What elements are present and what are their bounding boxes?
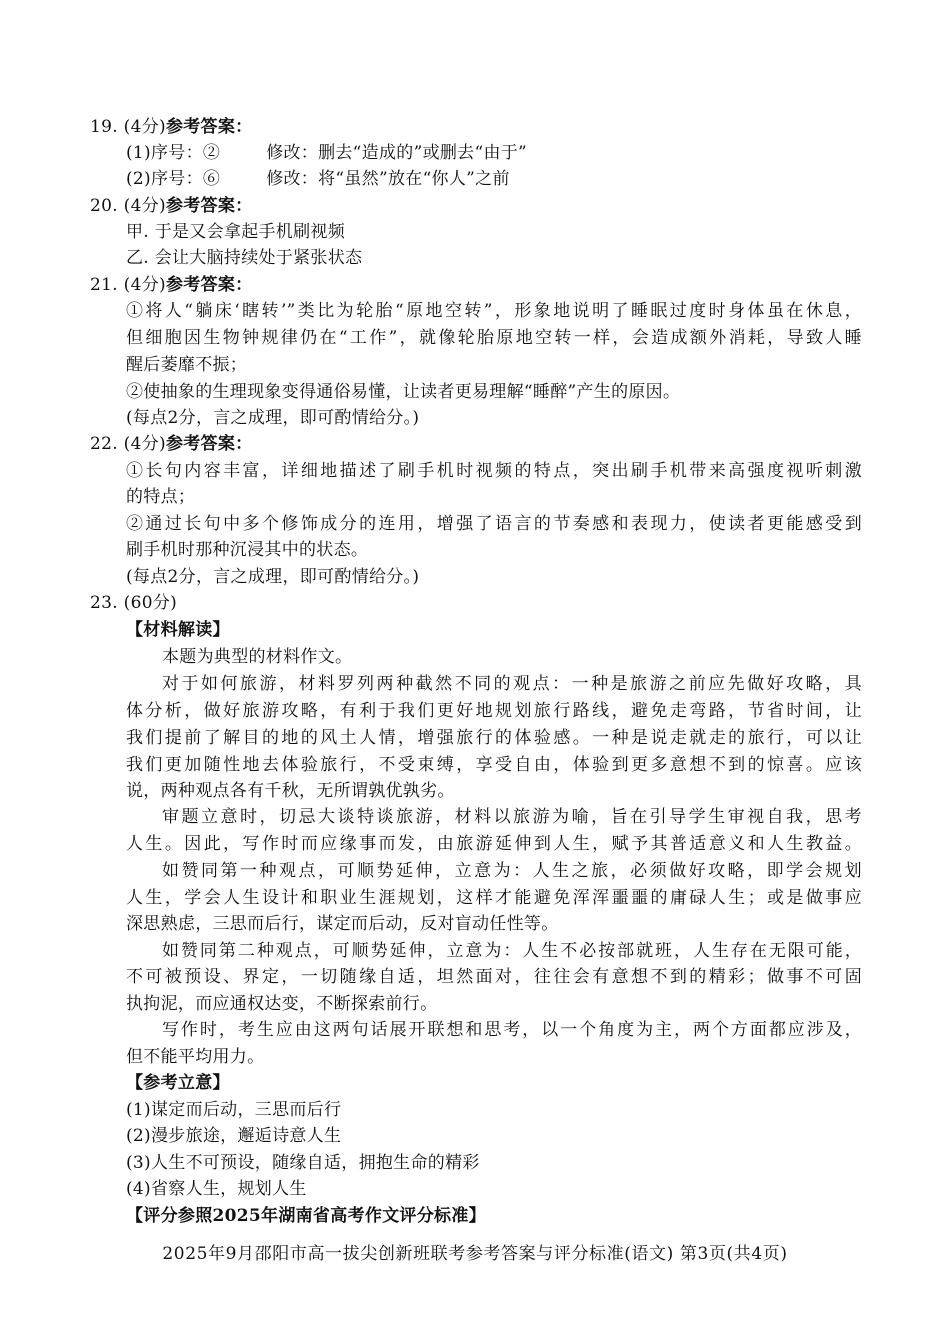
q21-line-2: 但细胞因生物钟规律仍在“工作”，就像轮胎原地空转一样，会造成额外消耗，导致人睡 (126, 328, 862, 348)
q23-line-13: 不可被预设、界定，一切随缘自适，坦然面对，往往会有意想不到的精彩；做事不可固 (126, 967, 862, 987)
q20-score: (4分) (123, 196, 166, 216)
q19-item-1-seq: (1)序号：② (126, 143, 221, 163)
q22-label: 参考答案： (165, 434, 253, 454)
q23-idea-4: (4)省察人生，规划人生 (126, 1179, 307, 1199)
page-footer: 2025年9月邵阳市高一拔尖创新班联考参考答案与评分标准(语文) 第3页(共4页) (162, 1244, 788, 1264)
q22-line-4: 刷手机时那种沉浸其中的状态。 (126, 540, 369, 560)
q23-number: 23. (90, 593, 118, 613)
q19-item-2-seq: (2)序号：⑥ (126, 169, 221, 189)
q22-line-1: ①长句内容丰富，详细地描述了刷手机时视频的特点，突出刷手机带来高强度视听刺激 (126, 461, 862, 481)
q22-number: 22. (90, 434, 118, 454)
q20-item-2: 乙. 会让大脑持续处于紧张状态 (126, 248, 363, 268)
q21-header (90, 272, 252, 298)
q23-idea-3: (3)人生不可预设，随缘自适，拥抱生命的精彩 (126, 1153, 480, 1173)
q20-item-1: 甲. 于是又会拿起手机刷视频 (126, 222, 346, 242)
q23-idea-1: (1)谋定而后动，三思而后行 (126, 1100, 342, 1120)
q19-item-2 (126, 166, 510, 192)
q23-line-1: 本题为典型的材料作文。 (162, 647, 353, 667)
q23-score: (60分) (123, 593, 178, 613)
q23-line-3: 体分析，做好旅游攻略，有利于我们更好地规划旅行路线，避免走弯路，节省时间，让 (126, 701, 862, 721)
q23-line-10: 人生，学会人生设计和职业生涯规划，这样才能避免浑浑噩噩的庸碌人生；或是做事应 (126, 888, 862, 908)
q19-item-1 (126, 140, 527, 166)
q20-number: 20. (90, 196, 118, 216)
q22-score: (4分) (123, 434, 166, 454)
q22-line-5: (每点2分，言之成理，即可酌情给分。) (126, 567, 420, 587)
q23-line-11: 深思熟虑，三思而后行，谋定而后动，反对盲动任性等。 (126, 914, 559, 934)
q23-line-16: 但不能平均用力。 (126, 1047, 265, 1067)
q19-label: 参考答案： (165, 117, 253, 137)
q22-line-2: 的特点； (126, 487, 196, 507)
q23-section-scoring: 【评分参照2025年湖南省高考作文评分标准】 (126, 1206, 486, 1226)
q23-line-9: 如赞同第一种观点，可顺势延伸，立意为：人生之旅，必须做好攻略，即学会规划 (162, 861, 862, 881)
q21-line-4: ②使抽象的生理现象变得通俗易懂，让读者更易理解“睡醉”产生的原因。 (126, 382, 681, 402)
q23-line-6: 说，两种观点各有千秋，无所谓孰优孰劣。 (126, 781, 455, 801)
q21-line-5: (每点2分，言之成理，即可酌情给分。) (126, 408, 420, 428)
q23-idea-2: (2)漫步旅途，邂逅诗意人生 (126, 1126, 342, 1146)
q23-section-material: 【材料解读】 (126, 620, 230, 640)
q23-line-12: 如赞同第二种观点，可顺势延伸，立意为：人生不必按部就班，人生存在无限可能， (162, 941, 862, 961)
q20-header (90, 193, 252, 219)
q23-line-15: 写作时，考生应由这两句话展开联想和思考，以一个角度为主，两个方面都应涉及， (162, 1020, 862, 1040)
q21-score: (4分) (123, 275, 166, 295)
q23-header (90, 590, 177, 616)
q22-line-3: ②通过长句中多个修饰成分的连用，增强了语言的节奏感和表现力，使读者更能感受到 (126, 514, 862, 534)
q19-score: (4分) (123, 117, 166, 137)
q23-line-2: 对于如何旅游，材料罗列两种截然不同的观点：一种是旅游之前应先做好攻略，具 (162, 674, 862, 694)
q23-line-14: 执拘泥，而应通权达变，不断探索前行。 (126, 994, 438, 1014)
q19-item-1-fix: 修改：删去“造成的”或删去“由于” (266, 143, 528, 163)
q23-line-4: 我们提前了解目的地的风土人情，增强旅行的体验感。一种是说走就走的旅行，可以让 (126, 728, 862, 748)
q19-item-2-fix: 修改：将“虽然”放在“你人”之前 (266, 169, 510, 189)
q19-header (90, 114, 252, 140)
q21-label: 参考答案： (165, 275, 253, 295)
q20-label: 参考答案： (165, 196, 253, 216)
q22-header (90, 431, 252, 457)
q19-number: 19. (90, 117, 118, 137)
q23-line-5: 我们更加随性地去体验旅行，不受束缚，享受自由，体验到更多意想不到的惊喜。应该 (126, 755, 862, 775)
q23-line-8: 人生。因此，写作时而应缘事而发，由旅游延伸到人生，赋予其普适意义和人生教益。 (126, 834, 862, 854)
q21-line-1: ①将人“躺床‘瞎转’”类比为轮胎“原地空转”，形象地说明了睡眠过度时身体虽在休息， (126, 301, 862, 321)
q23-section-ideas: 【参考立意】 (126, 1073, 230, 1093)
q21-number: 21. (90, 275, 118, 295)
q23-line-7: 审题立意时，切忌大谈特谈旅游，材料以旅游为喻，旨在引导学生审视自我，思考 (162, 807, 862, 827)
q21-line-3: 醒后萎靡不振； (126, 355, 248, 375)
